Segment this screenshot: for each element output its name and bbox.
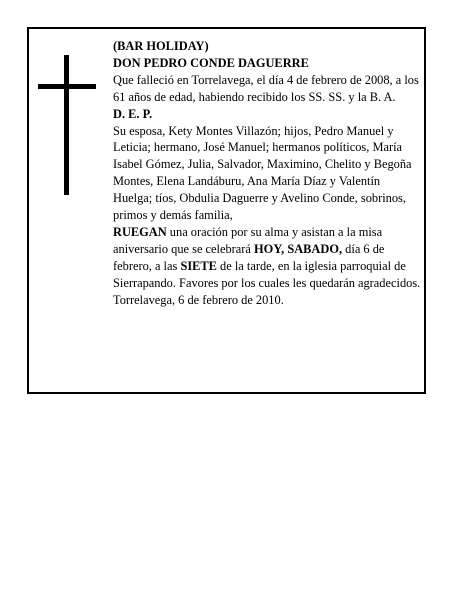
mass-day: HOY, SABADO, <box>254 241 343 256</box>
rest-in-peace: D. E. P. <box>113 106 153 121</box>
request-text-2: día 6 de febrero, a las <box>113 241 385 273</box>
request-text-1: una oración por su alma y asistan a la misa aniversario que se celebrará <box>113 224 383 256</box>
place-and-date: Torrelavega, 6 de febrero de 2010. <box>113 292 284 307</box>
request-text-3: de la tarde, en la iglesia parroquial de Sierrapando. Favores por los cuales les quedarán agradecidos. <box>113 258 421 290</box>
family-list: Su esposa, Kety Montes Villazón; hijos, Pedro Manuel y Leticia; hermano, José Manuel; hermanos políticos, María Isabel Gómez, Julia, Salvador, Maximino, Chelito y Begoña Montes, Elena Landáburu, Ana María Díaz y Valentín Huelga; tíos, Obdulia Daguerre y Avelino Conde, sobrinos, primos y demás familia, <box>113 123 412 223</box>
mass-request <box>113 224 421 292</box>
mass-hour: SIETE <box>180 258 217 273</box>
deceased-name: DON PEDRO CONDE DAGUERRE <box>113 55 309 70</box>
organization-name: (BAR HOLIDAY) <box>113 39 209 53</box>
death-announcement: Que falleció en Torrelavega, el día 4 de febrero de 2008, a los 61 años de edad, habiendo recibido los SS. SS. y la B. A. <box>113 72 419 104</box>
ruegan-label: RUEGAN <box>113 224 167 239</box>
obituary-text <box>113 38 421 309</box>
cross-icon-horizontal-bar <box>38 84 96 89</box>
cross-icon-vertical-bar <box>64 55 69 195</box>
